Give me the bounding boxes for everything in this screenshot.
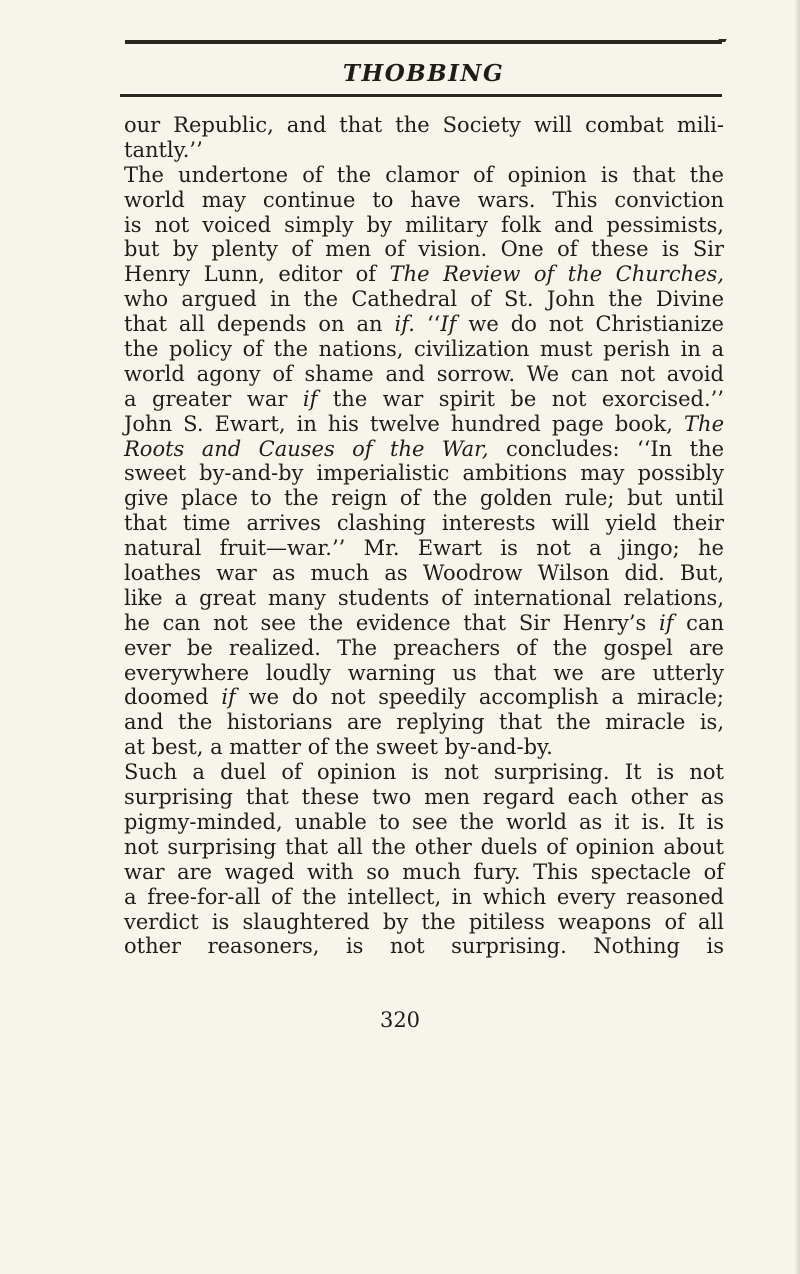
page-number: 320 — [379, 1008, 421, 1032]
header-rule-bottom — [120, 94, 722, 97]
text-line: sweet by-and-by imperialistic ambitions may possibly — [124, 461, 724, 486]
text-line: a greater war if the war spirit be not exorcised.’’ — [124, 386, 724, 411]
text-line: our Republic, and that the Society will combat mili- — [124, 113, 724, 137]
page-edge-shadow — [794, 0, 800, 1274]
text-line: who argued in the Cathedral of St. John the Divine — [124, 287, 724, 312]
text-line: world agony of shame and sorrow. We can not avoid — [124, 361, 724, 386]
text-line: is not voiced simply by military folk and pessimists, — [124, 212, 724, 237]
text-line: verdict is slaughtered by the pitiless weapons of all — [124, 909, 724, 934]
italic-word: if — [302, 386, 318, 411]
text-line: surprising that these two men regard each other as — [124, 785, 724, 810]
text-line: Such a duel of opinion is not surprising. It is not — [124, 760, 724, 785]
text-line: tantly.’’ — [124, 137, 203, 162]
text-line: like a great many students of international relations, — [124, 585, 724, 610]
text-line: doomed if we do not speedily accomplish a miracle; — [124, 685, 724, 710]
text-line: John S. Ewart, in his twelve hundred page book, The — [124, 411, 724, 436]
text-line: that time arrives clashing interests will yield their — [124, 511, 724, 536]
italic-word: If — [440, 312, 457, 337]
text-line: a free-for-all of the intellect, in which every reasoned — [124, 884, 724, 909]
text-line: everywhere loudly warning us that we are utterly — [124, 660, 724, 685]
italic-word: if — [658, 610, 674, 635]
italic-word: if — [221, 685, 236, 710]
text-line: pigmy-minded, unable to see the world as it is. It is — [124, 809, 724, 834]
text-line: he can not see the evidence that Sir Henry’s if can — [124, 610, 724, 635]
text-line: Henry Lunn, editor of The Review of the Churches, — [124, 262, 724, 287]
text-line: world may continue to have wars. This conviction — [124, 187, 724, 212]
text-line: that all depends on an if. ‘‘If we do not Christianize — [124, 312, 724, 337]
italic-title: Roots and Causes of the War, — [124, 436, 489, 461]
text-line: at best, a matter of the sweet by-and-by. — [124, 735, 553, 760]
text-line: Roots and Causes of the War, concludes: ‘‘In the — [124, 436, 725, 461]
header-rule-top — [125, 40, 722, 44]
italic-title: The — [684, 411, 724, 436]
text-line: give place to the reign of the golden rule; but until — [124, 486, 724, 511]
text-line: not surprising that all the other duels of opinion about — [124, 834, 724, 859]
text-line: ever be realized. The preachers of the gospel are — [124, 635, 724, 660]
text-line: war are waged with so much fury. This spectacle of — [124, 859, 724, 884]
text-line: other reasoners, is not surprising. Nothing is — [124, 934, 724, 959]
running-head: THOBBING — [342, 60, 505, 87]
text-line: but by plenty of men of vision. One of these is Sir — [124, 237, 724, 262]
italic-title: The Review of the Churches, — [389, 262, 724, 287]
text-line: loathes war as much as Woodrow Wilson did. But, — [124, 561, 724, 586]
text-line: The undertone of the clamor of opinion is that the — [124, 162, 724, 187]
text-line: natural fruit—war.’’ Mr. Ewart is not a jingo; he — [124, 536, 724, 561]
italic-word: if. — [394, 312, 415, 337]
body-text — [124, 113, 724, 959]
text-line: and the historians are replying that the miracle is, — [124, 710, 724, 735]
text-line: the policy of the nations, civilization must perish in a — [124, 337, 724, 362]
